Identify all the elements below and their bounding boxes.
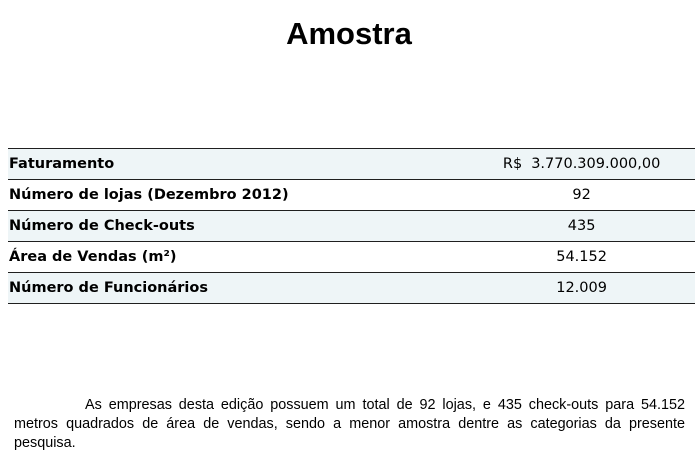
row-value: 54.152 bbox=[468, 242, 695, 273]
row-label: Faturamento bbox=[8, 149, 468, 180]
row-label: Área de Vendas (m²) bbox=[8, 242, 468, 273]
row-label: Número de Check-outs bbox=[8, 211, 468, 242]
table-row-checkouts bbox=[8, 211, 695, 242]
row-label: Número de lojas (Dezembro 2012) bbox=[8, 180, 468, 211]
row-value: 12.009 bbox=[468, 273, 695, 304]
table-row-lojas bbox=[8, 180, 695, 211]
row-label: Número de Funcionários bbox=[8, 273, 468, 304]
table-row-funcionarios bbox=[8, 273, 695, 304]
statistics-table bbox=[8, 148, 695, 304]
summary-paragraph: As empresas desta edição possuem um total de 92 lojas, e 435 check-outs para 54.152 metros quadrados de área de vendas, sendo a menor amostra dentre as categorias da presente pesquisa. bbox=[14, 397, 685, 451]
table-row-area-vendas bbox=[8, 242, 695, 273]
page-title: Amostra bbox=[286, 16, 412, 51]
currency-symbol: R$ bbox=[502, 156, 523, 172]
row-value bbox=[468, 149, 695, 180]
row-value: 92 bbox=[468, 180, 695, 211]
row-value: 435 bbox=[468, 211, 695, 242]
revenue-value: 3.770.309.000,00 bbox=[531, 156, 661, 172]
table-row-faturamento bbox=[8, 149, 695, 180]
